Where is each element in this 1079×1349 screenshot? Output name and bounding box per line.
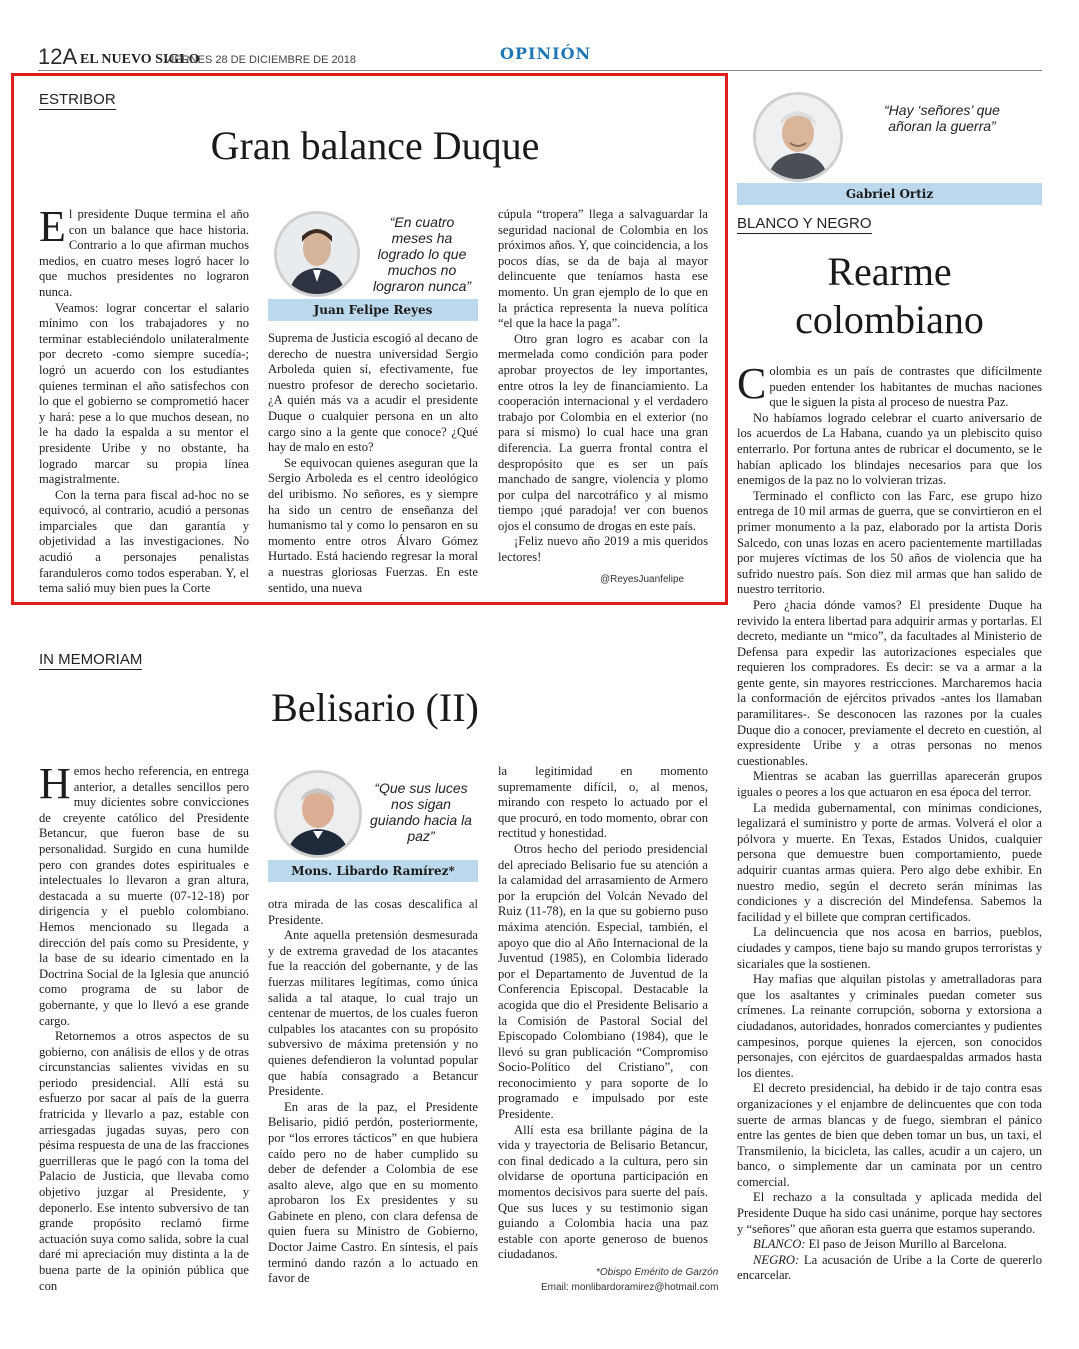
estribor-column-1: El presidente Duque termina el año con un balance que hace historia. Contrario a lo que afirman muchos medios, en cuatro meses logró hacer lo que muchos presidentes no lograron nunca. Veamos: lograr concertar el salario mínimo con los trabajadores y no terminar estableciéndolo unilateralmente por decreto -como siempre sucedía-; logró un acuerdo con los estudiantes quienes terminan el año satisfechos con lo que el gobierno se comprometió hacer y hará: pese a lo que muchos desean, no le ha dado la espalda a su mentor el presidente Uribe y no obstante, ha logrado marcar su propia línea magistralmente. Con la terna para fiscal ad-hoc no se equivocó, al contrario, acudió a personas imparciales que dan garantía y objetividad a las investigaciones. No acudió a personajes penalistas faranduleros como todos esperaban. Y, el tema salió muy bien pues la Corte	[39, 202, 249, 596]
author-quote: “En cuatro meses ha logrado lo que muchos no lograron nunca”	[372, 214, 472, 294]
blanco-headline: Rearme colombiano	[795, 249, 984, 342]
memoriam-column-2: otra mirada de las cosas descalifica al Presidente. Ante aquella pretensión desmesurada y de extrema gravedad de los atacantes fue la reacción del gobernante, y de las fuerzas militares legítimas, como única salida a tal ataque, lo cual trajo un centenar de muertos, de los cuales fueron culpables los atacantes con su propósito subversivo de máxima pretensión y no quienes defendieron la voluntad popular que había consagrado a Betancur Presidente. En aras de la paz, el Presidente Belisario, pidió perdón, posteriormente, por “los errores tácticos” en que hubiera caído pero no de haber cumplido su deber de defender a Colombia de ese asalto aleve, algo que en su momento aprobaron los Ex presidentes y su Gabinete en pleno, con clara defensa de quien fuera su Ministro de Gobierno, Doctor Jaime Castro. En síntesis, el país terminó dando razón a lo actuado en favor de	[268, 897, 478, 1286]
author-quote: “Hay ‘señores’ que añoran la guerra”	[884, 102, 1000, 134]
estribor-column-3: cúpula “tropera” llega a salvaguardar la seguridad nacional de Colombia en los próximos años. Y, que coincidencia, a los pocos días, se da de baja al mayor delincuente que teníamos hasta ese momento. Un gran ejemplo de lo que en la práctica representa la nueva política “el que la hace la paga”. Otro gran logro es acabar con la mermelada como condición para poder aprobar proyectos de ley importantes, entre otros la ley de financiamiento. La cooperación internacional y el verdadero trabajo por Colombia en el exterior (no para sí mismo) lo cual hace una gran diferencia. La guerra frontal contra el despropósito que es ser un país manchado de sangre, violencia y plomo por culpa del narcotráfico y al mismo tiempo ¡qué paradoja! ver con buenos ojos el consumo de drogas en este país. ¡Feliz nuevo año 2019 a mis queridos lectores!	[498, 207, 708, 565]
blanco-author-box	[737, 90, 1042, 205]
drop-cap: C	[737, 359, 767, 408]
estribor-headline: Gran balance Duque	[210, 123, 540, 168]
blanco-body: Colombia es un país de contrastes que difícilmente pueden entender los habitantes de muchas naciones que le siguen la pista al proceso de nuestra Paz. No habíamos logrado celebrar el cuarto aniversario de los acuerdos de La Habana, cuando ya un plebiscito quiso enterrarlo. Por fortuna antes de rubricar el documento, se le habían aplicado los blindajes necesarios para que los enemigos de la paz no lo volvieran trizas. Terminado el conflicto con las Farc, ese grupo hizo entrega de 10 mil armas de guerra, que se convirtieron en el primer monumento a la paz, elaborado por la artista Doris Salcedo, con unas lozas en acero pacientemente martilladas por mujeres víctimas de los 50 años de violencia que ha sufrido nuestro país. Son diez mil armas que han salido de nuestro territorio. Pero ¿hacia dónde vamos? El presidente Duque ha revivido la entera libertad para adquirir armas y portarlas. El decreto, mediante un “mico”, da facultades al Ministerio de Defensa para expedir las autorizaciones especiales que requieren los compradores. Es decir: se va a armar a la gente gente, sin mayores restricciones. Marcharemos hacia la conformación de ejércitos privados -antes los llamaban paramilitares-. Se desconocen las razones por la cuales Duque dio a conocer, previamente el decreto en cuestión, al expresidente Uribe y a otras personas no menos cuestionables. Mientras se acaban las guerrillas aparecerán grupos iguales o peores a los que actuaron en esa época del terror. La medida gubernamental, con mínimas condiciones, legalizará el suministro y porte de armas. Volverá el olor a pólvora y muerte. En Texas, Estados Unidos, cualquier persona que demuestre buen comportamiento, puede adquirir cuantas armas quiera. Pero algo debe exhibir. En nuestro medio, según el decreto serán mínimas las condiciones y a discreción del Mindefensa. Sabemos la facilidad y el billete que compran certificados. La delincuencia que nos acosa en barrios, pueblos, ciudades y campos, tiene bajo su mando grupos terroristas y sicariales que la sostienen. Hay mafias que alquilan pistolas y ametralladoras para que los asaltantes y criminales puedan cometer sus crímenes. La reinante corrupción, soborna y extorsiona a ciudadanos, autoridades, honrados comerciantes y pudientes campesinos, porque quienes la ejercen, son conocidos personajes, con ejércitos de guardaespaldas armados hasta los dientes. El decreto presidencial, ha debido ir de tajo contra esas organizaciones y el enjambre de delincuentes que con toda suerte de armas blancas y de fuego, siembran el pánico entre las gentes de bien que deben tomar un bus, un taxi, el Transmilenio, la bicicleta, las calles, acudir a un cajero, un banco, o simplemente dar un caminata por un centro comercial. El rechazo a la consultada y aplicada medida del Presidente Duque ha sido casi unánime, porque hay sectores y “señores” que añoran esta guerra que estamos superando. BLANCO: El paso de Jeison Murillo al Barcelona. NEGRO: La acusación de Uribe a la Corte de quererlo encarcelar.	[737, 359, 1042, 1283]
memoriam-author-box	[268, 764, 478, 882]
author-photo	[274, 770, 362, 858]
page-number: 12A	[38, 44, 78, 69]
author-photo	[274, 211, 360, 297]
drop-cap: H	[39, 759, 71, 808]
author-name: Juan Felipe Reyes	[268, 299, 478, 321]
section-title: OPINIÓN	[500, 44, 592, 63]
author-footnote: *Obispo Emérito de Garzón	[596, 1267, 719, 1278]
blanco-kicker: BLANCO Y NEGRO	[737, 215, 872, 232]
author-photo	[753, 92, 843, 182]
memoriam-column-1: Hemos hecho referencia, en entrega anterior, a detalles sencillos pero muy dicientes sobre convicciones de creyente católico del Presidente Betancur, que fueron base de su personalidad. Surgido en cuna humilde pero con grandes dotes espirituales e intelectuales lo llevaron a gran altura, destacada a su muerte (07-12-18) por dirigencia y el pueblo colombiano. Hemos mencionado su llegada a dirección del país como su Presidente, y la base de su ideario cimentado en la Doctrina Social de la Iglesia que anunció como programa de su labor de gobernante, y que lo llevó a ese grande cargo. Retornemos a otros aspectos de su gobierno, con análisis de ellos y de otras circunstancias salientes vividas en su periodo presidencial. Allí está su esfuerzo por sacar al país de la guerra fratricida y llevarlo a paz, estable con arriesgadas jugadas suyas, pero con pésima respuesta de una de las fracciones guerrilleras que le pagó con la toma del Palacio de Justicia, que llevaba como objetivo juzgar al Presidente, y deponerlo. Ese intento subversivo de tan grande propósito reclamó firme actuación suya como salida, sobre la cual daré mi apreciación muy distinta a la de buena parte de la opinión pública que con	[39, 759, 249, 1293]
author-handle: @ReyesJuanfelipe	[600, 574, 685, 585]
author-name: Mons. Libardo Ramírez*	[268, 860, 478, 882]
estribor-kicker: ESTRIBOR	[39, 91, 116, 108]
memoriam-column-3: la legitimidad en momento supremamente difícil, o, al menos, mirando con respeto lo actuado por el que procuró, en todo momento, obrar con rectitud y honestidad. Otros hecho del periodo presidencial del apreciado Belisario fue su atención a la calamidad del arrasamiento de Armero por la erupción del Volcán Nevado del Ruiz (11-78), en la que su gobierno puso máxima atención. Especial, también, el apoyo que dio al Año Internacional de la Juventud (1985), en Colombia liderado por el Departamento de Juventud de la Conferencia Episcopal. Destacable la acogida que dio el Presidente Belisario a la Comisión de Pastoral Social del Episcopado Colombiano (1984), que le llevó su gran publicación “Compromiso Socio-Político del Cristiano”, con reconocimiento y para soporte de lo programado e impulsado por este Presidente. Allí esta esa brillante página de la vida y trayectoria de Belisario Betancur, con final dedicado a la cultura, pero sin olvidarse de oportuna participación en momentos decisivos para suerte del país. Que sus luces y su testimonio sigan guiando a Colombia hacia una paz estable con aporte generoso de buenos ciudadanos.	[498, 764, 708, 1262]
memoriam-kicker: IN MEMORIAM	[39, 651, 143, 668]
estribor-column-2: Suprema de Justicia escogió al decano de derecho de nuestra universidad Sergio Arboleda quien sí, efectivamente, fue nuestro profesor de derecho societario. ¿A quién más va a acudir el presidente Duque o cualquier persona en un alto cargo sino a la gente que conoce? ¿Qué hay de malo en esto? Se equivocan quienes aseguran que la Sergio Arboleda es el centro ideológico del uribismo. No señores, es y siempre ha sido un centro de enseñanza del humanismo tal y como lo pensaron en su momento entre otros Álvaro Gómez Hurtado. Está haciendo regresar la moral a nuestras gloriosas Fuerzas. En este sentido, una nueva	[268, 331, 478, 595]
memoriam-headline: Belisario (II)	[271, 685, 479, 730]
header-rule	[38, 70, 1042, 71]
author-quote: “Que sus luces nos sigan guiando hacia la paz”	[370, 780, 472, 844]
drop-cap: E	[39, 202, 66, 251]
estribor-author-box	[268, 207, 478, 322]
author-email: Email: monlibardoramirez@hotmail.com	[541, 1282, 719, 1293]
masthead: EL NUEVO SIGLO	[80, 52, 200, 67]
author-name: Gabriel Ortiz	[737, 183, 1042, 205]
issue-date: VIERNES 28 DE DICIEMBRE DE 2018	[164, 54, 356, 66]
